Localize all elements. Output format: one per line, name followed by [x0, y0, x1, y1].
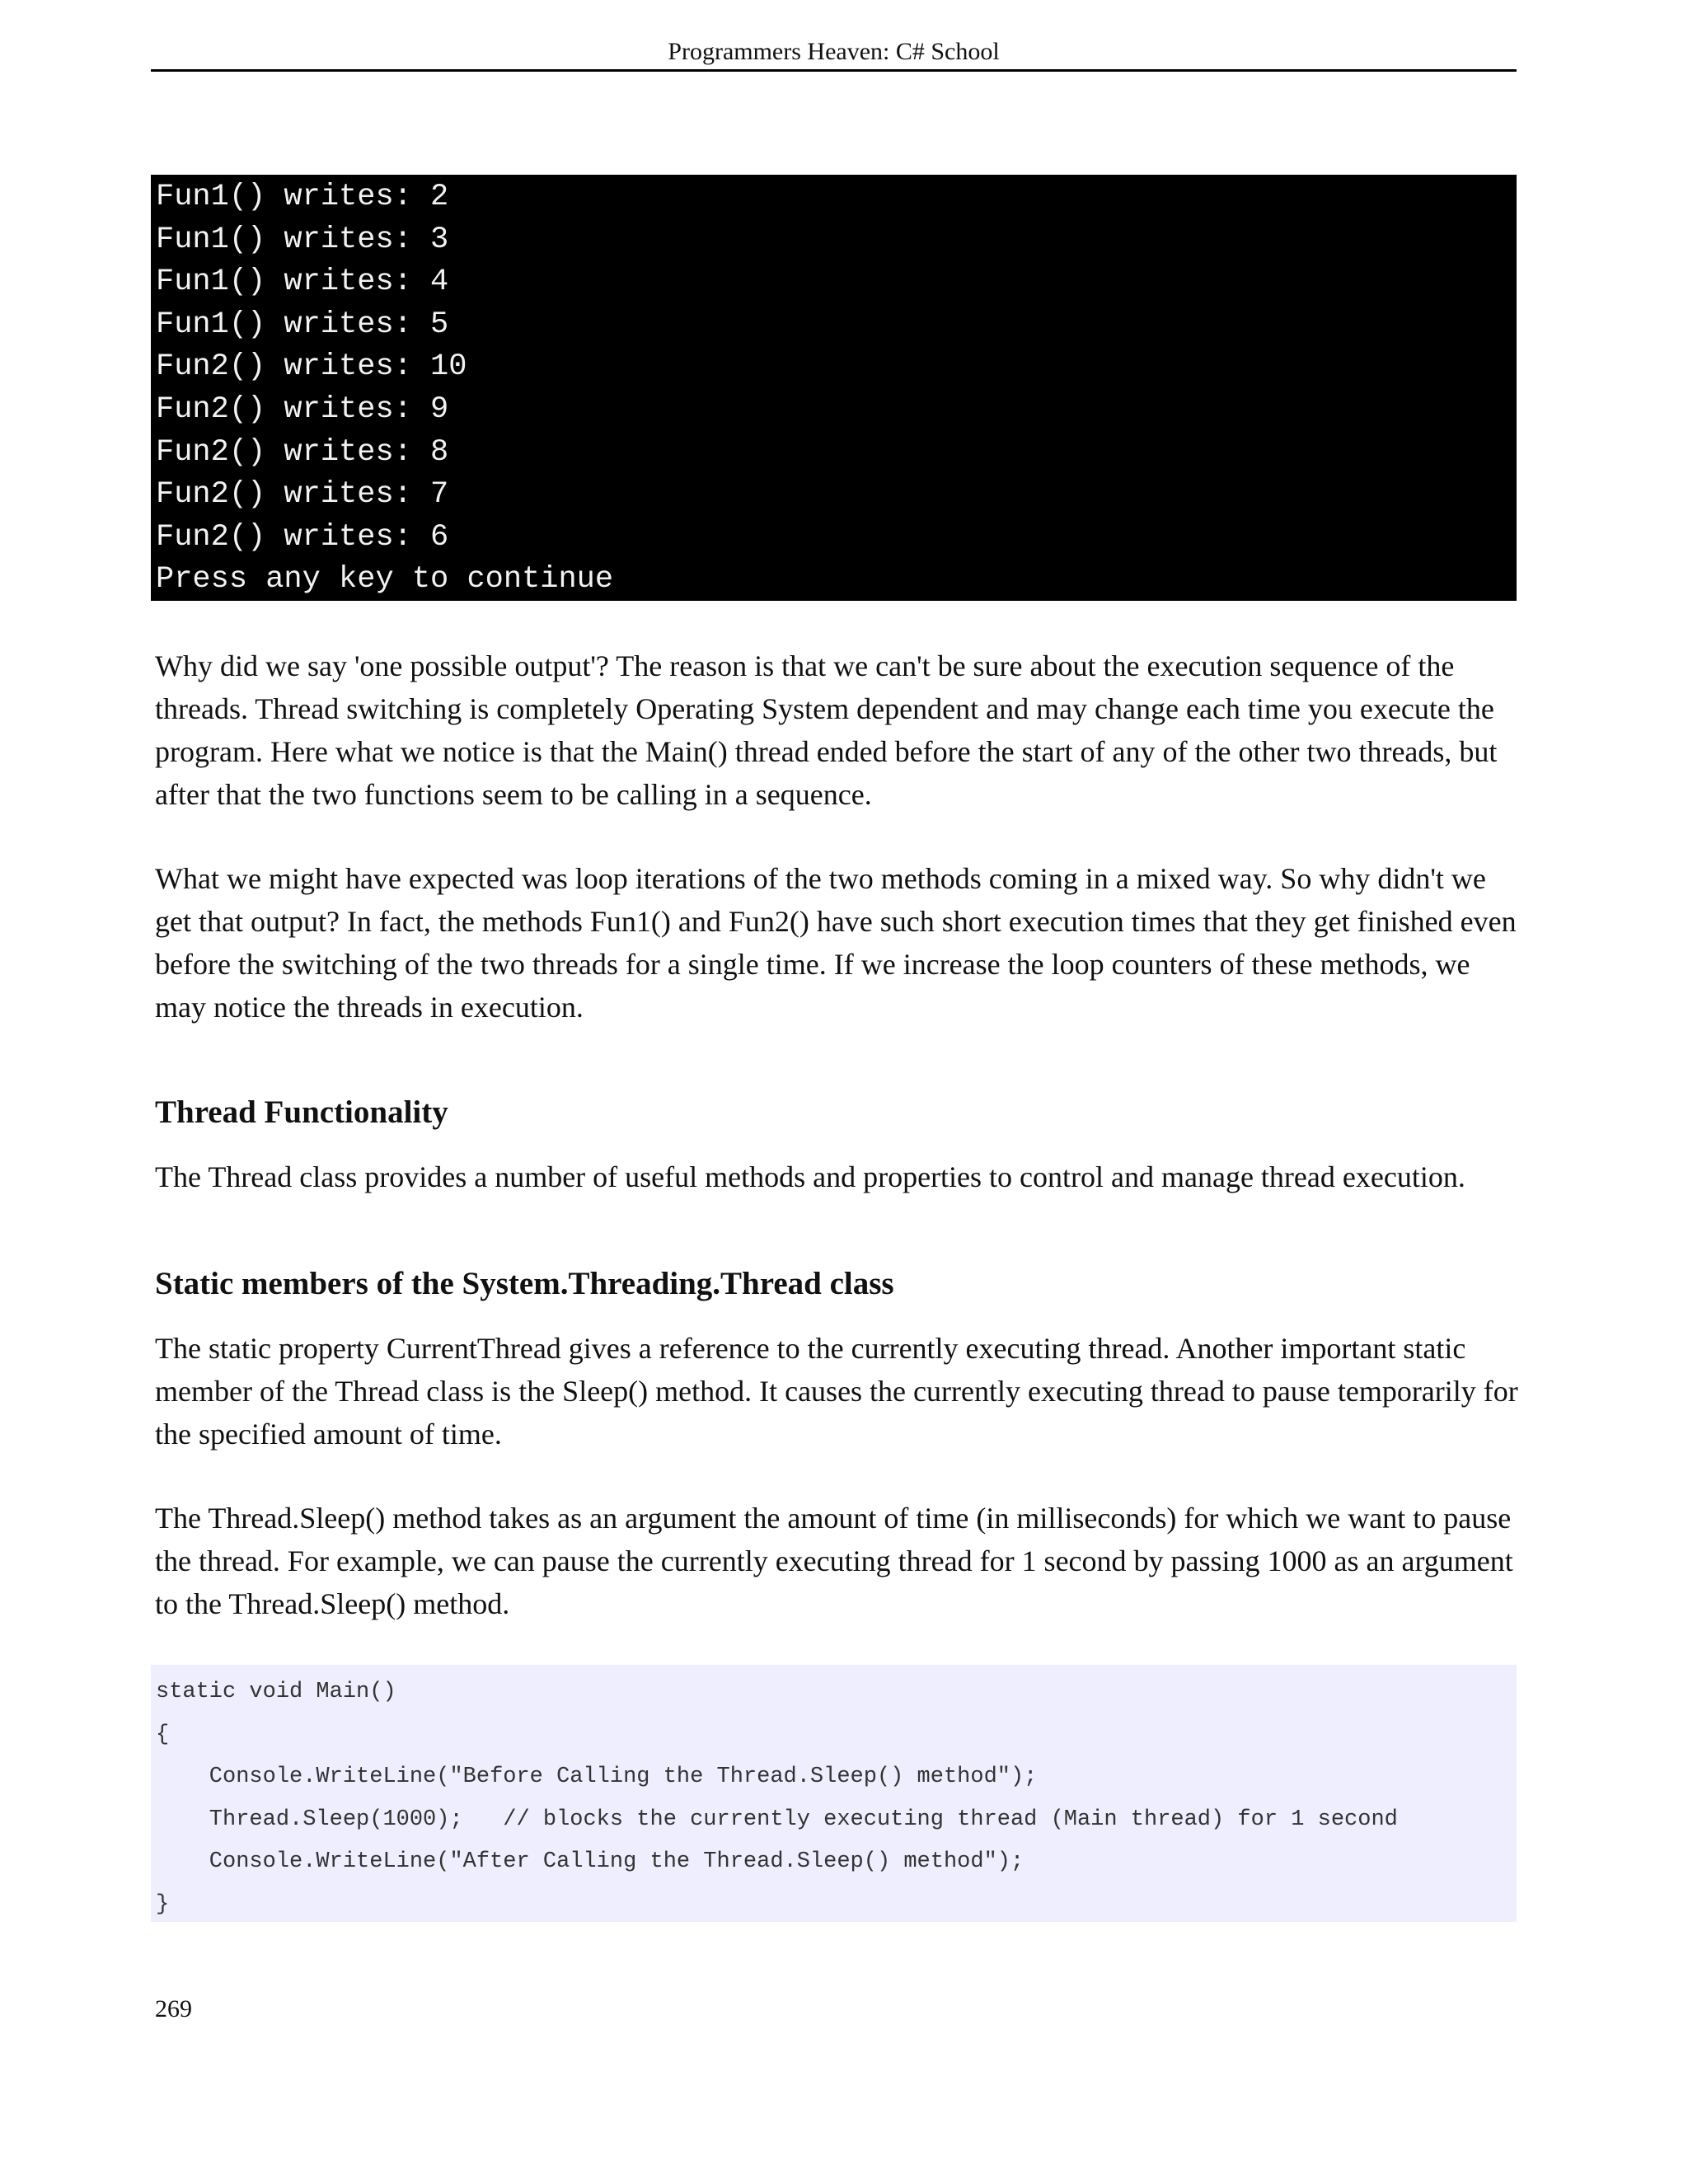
- paragraph-thread-class: The Thread class provides a number of useful methods and properties to control and manage thread execution.: [155, 1160, 1465, 1193]
- code-line: Thread.Sleep(1000); // blocks the currently executing thread (Main thread) for 1 second: [156, 1807, 1398, 1832]
- paragraph-thread-sleep: The Thread.Sleep() method takes as an argument the amount of time (in milliseconds) for which we want to pause the thread. For example, we can pause the currently executing thread for 1 second by passing 1000 as an argument to the Thread.Sleep() method.: [155, 1502, 1513, 1620]
- code-line: Console.WriteLine("Before Calling the Thread.Sleep() method");: [156, 1765, 1038, 1790]
- console-output-block: [151, 175, 1517, 601]
- page-number: 269: [155, 1995, 192, 2022]
- code-line: Console.WriteLine("After Calling the Thread.Sleep() method");: [156, 1849, 1025, 1875]
- heading-thread-functionality: Thread Functionality: [155, 1094, 448, 1130]
- console-line: Fun2() writes: 10: [156, 349, 467, 385]
- page-header: Programmers Heaven: C# School: [151, 35, 1517, 72]
- console-line: Fun1() writes: 4: [156, 265, 449, 300]
- code-line: {: [156, 1722, 170, 1747]
- console-line: Fun1() writes: 3: [156, 222, 449, 257]
- code-line: }: [156, 1891, 170, 1917]
- console-line: Press any key to continue: [156, 562, 614, 598]
- console-line: Fun2() writes: 6: [156, 519, 449, 555]
- heading-static-members: Static members of the System.Threading.Thread class: [155, 1266, 894, 1301]
- code-line: static void Main(): [156, 1680, 396, 1704]
- console-line: Fun2() writes: 7: [156, 477, 449, 513]
- console-line: Fun2() writes: 9: [156, 391, 449, 427]
- paragraph-possible-output: Why did we say 'one possible output'? The reason is that we can't be sure about the execution sequence of the threads. Thread switching is completely Operating System dependent and may change each time you execute the program. Here what we notice is that the Main() thread ended before the start of any of the other two threads, but after that the two functions seem to be calling in a sequence.: [155, 649, 1498, 811]
- code-sample-block: [151, 1665, 1517, 1922]
- console-line: Fun1() writes: 5: [156, 307, 449, 342]
- paragraph-expected-output: What we might have expected was loop iterations of the two methods coming in a mixed way. So why didn't we get that output? In fact, the methods Fun1() and Fun2() have such short execution times that they get finished even before the switching of the two threads for a single time. If we increase the loop counters of these methods, we may notice the threads in execution.: [155, 862, 1517, 1024]
- paragraph-current-thread: The static property CurrentThread gives a reference to the currently executing thread. Another important static member of the Thread class is the Sleep() method. It causes the currently executing thread to pause temporarily for the specified amount of time.: [155, 1332, 1518, 1451]
- console-line: Fun2() writes: 8: [156, 434, 449, 470]
- console-line: Fun1() writes: 2: [156, 180, 449, 214]
